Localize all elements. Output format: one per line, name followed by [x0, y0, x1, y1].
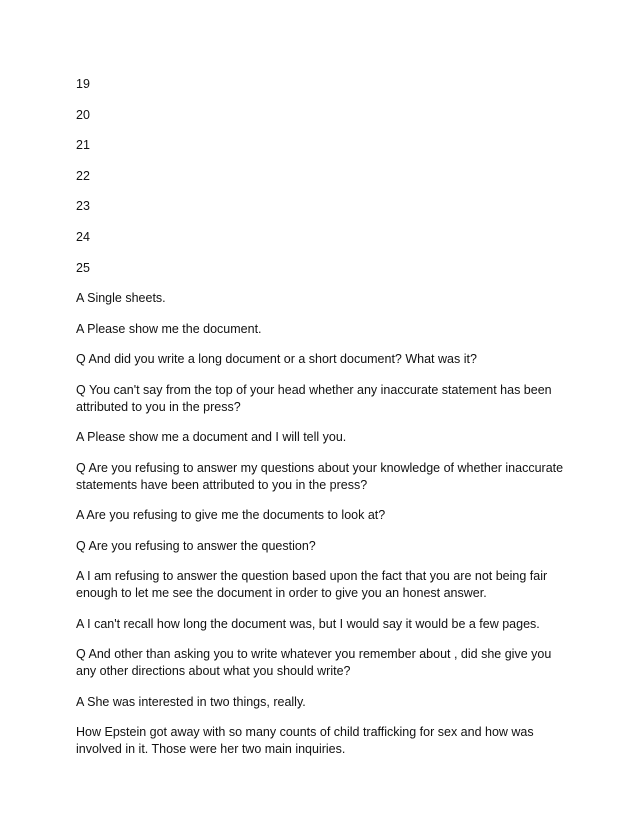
document-body: [76, 76, 566, 758]
transcript-answer: A Single sheets.: [76, 291, 166, 306]
transcript-question: Q Are you refusing to answer the question?: [76, 538, 316, 553]
transcript-answer: A I can't recall how long the document was, but I would say it would be a few pages.: [76, 616, 540, 631]
line-number: 20: [76, 107, 90, 122]
transcript-question: Q And did you write a long document or a short document? What was it?: [76, 352, 477, 367]
line-number: 25: [76, 260, 90, 275]
transcript-answer: A Are you refusing to give me the documents to look at?: [76, 508, 386, 523]
transcript-answer: A Please show me the document.: [76, 321, 262, 336]
transcript-question: Q You can't say from the top of your head whether any inaccurate statement has been attributed to you in the press?: [76, 382, 552, 414]
transcript-answer: A She was interested in two things, really.: [76, 694, 306, 709]
line-number: 23: [76, 199, 90, 214]
transcript-answer: A Please show me a document and I will tell you.: [76, 430, 347, 445]
transcript-answer: A I am refusing to answer the question based upon the fact that you are not being fair enough to let me see the document in order to give you an honest answer.: [76, 569, 548, 601]
transcript-paragraph: How Epstein got away with so many counts of child trafficking for sex and how was involved in it. Those were her two main inquiries.: [76, 725, 534, 757]
line-number: 21: [76, 138, 90, 153]
line-number: 22: [76, 168, 90, 183]
line-number: 19: [76, 77, 90, 91]
transcript-question: Q And other than asking you to write whatever you remember about , did she give you any other directions about what you should write?: [76, 647, 552, 679]
line-number: 24: [76, 229, 90, 244]
transcript-question: Q Are you refusing to answer my questions about your knowledge of whether inaccurate statements have been attributed to you in the press?: [76, 460, 564, 492]
